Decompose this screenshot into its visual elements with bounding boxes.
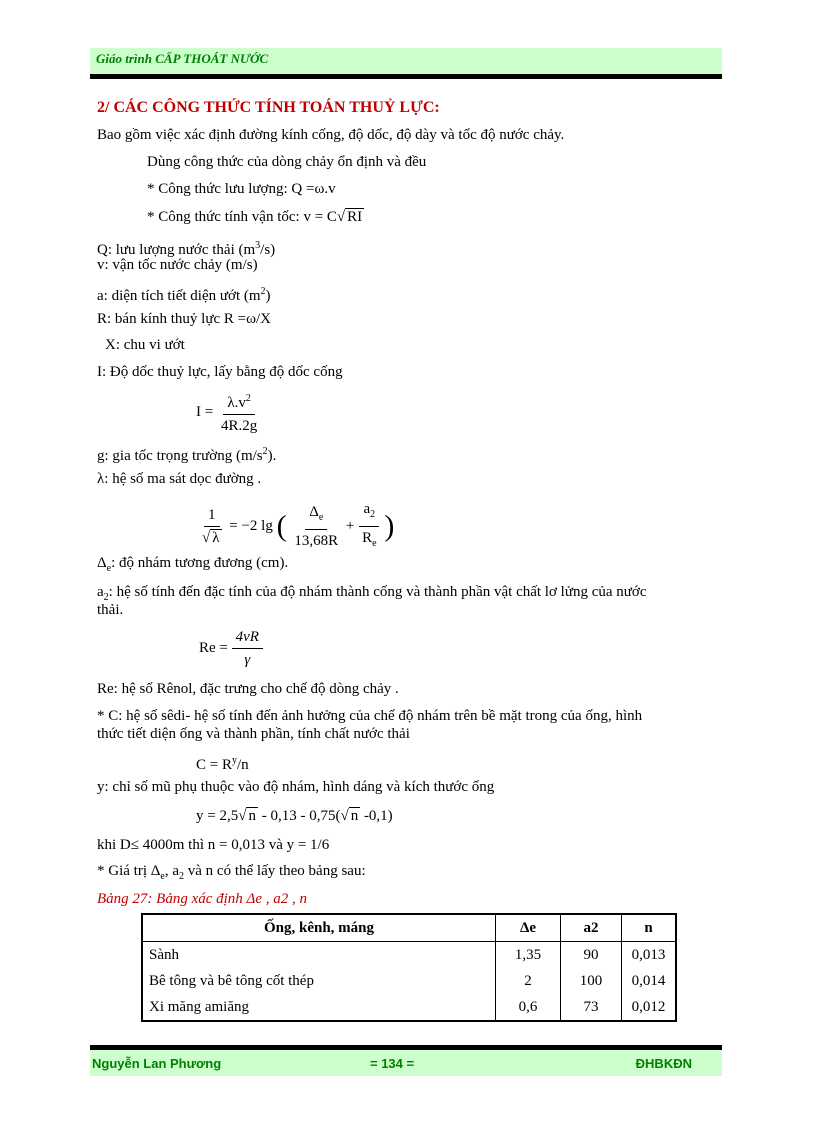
def-a2-end: : hệ số tính đến đặc tính của độ nhám thành cống và thành phần vật chất lơ lửng của nước <box>108 584 647 600</box>
def-Q-sup: 3 <box>255 240 261 251</box>
formula-I-num-sup: 2 <box>245 393 251 404</box>
def-X: X: chu vi ướt <box>105 337 185 353</box>
header-rule <box>90 74 722 79</box>
def-v: v: vận tốc nước chảy (m/s) <box>97 257 258 273</box>
def-delta-sub: e <box>106 563 112 574</box>
def-I: I: Độ dốc thuỷ lực, lấy bằng độ dốc cống <box>97 364 343 380</box>
def-a2-sym: a <box>97 584 104 600</box>
velocity-sqrt-arg: RI <box>347 209 363 225</box>
cell-pipe: Bê tông và bê tông cốt thép <box>142 968 496 994</box>
formula-lambda <box>198 500 394 553</box>
def-delta-end: : độ nhám tương đương (cm). <box>111 555 289 571</box>
def-Q-end: /s) <box>260 242 276 258</box>
page-header <box>90 48 722 74</box>
def-a-end: ) <box>265 288 271 304</box>
formula-lambda-den1: √ λ <box>202 530 220 546</box>
cell-n: 0,012 <box>622 994 677 1021</box>
sqrt-symbol: √ <box>238 808 247 824</box>
formula-I-num <box>223 390 255 415</box>
paren-close: ) <box>384 509 395 543</box>
cell-a2: 90 <box>561 942 622 969</box>
def-a-sup: 2 <box>260 286 266 297</box>
def-a2-sub: 2 <box>103 592 109 603</box>
formula-C-end: /n <box>236 757 249 773</box>
page-footer <box>90 1050 722 1076</box>
def-C: * C: hệ số sêdi- hệ số tính đến ảnh hưởng của chế độ nhám trên bề mặt trong của ống, hình <box>97 708 643 724</box>
velocity-formula-label: * Công thức tính vận tốc: v = C <box>147 209 337 225</box>
formula-y-a: y = 2,5 <box>196 808 239 824</box>
formula-y-sqrt2: n <box>350 808 359 824</box>
def-a2 <box>97 583 646 607</box>
formula-lambda-num2-text: Δ <box>309 504 319 520</box>
footer-page-number: = 134 = <box>370 1056 415 1071</box>
cell-pipe: Sành <box>142 942 496 969</box>
formula-I-den: 4R.2g <box>220 418 258 434</box>
formula-lambda-num2-sub: e <box>318 512 324 523</box>
formula-lambda-den3-text: R <box>362 530 373 546</box>
def-a <box>97 283 271 305</box>
paren-open: ( <box>276 509 287 543</box>
formula-C-sup: y <box>231 755 237 766</box>
def-g-end: ). <box>267 448 277 464</box>
condition-text: khi D≤ 4000m thì n = 0,013 và y = 1/6 <box>97 837 330 853</box>
formula-lambda-plus: + <box>345 517 355 534</box>
def-a-text: a: diện tích tiết diện ướt (m <box>97 288 261 304</box>
table-row <box>142 968 676 994</box>
col-header-a2: a2 <box>561 914 622 942</box>
steady-flow-text: Dùng công thức của dòng chảy ổn định và đều <box>147 154 427 170</box>
def-g <box>97 443 276 465</box>
def-delta-sym: Δ <box>97 555 107 571</box>
intro-text: Bao gồm việc xác định đường kính cống, độ dốc, độ dày và tốc độ nước chảy. <box>97 127 565 143</box>
formula-lambda-num2 <box>305 503 327 530</box>
def-R: R: bán kính thuỷ lực R =ω/X <box>97 311 271 327</box>
def-g-text: g: gia tốc trọng trường (m/s <box>97 448 263 464</box>
cell-delta: 0,6 <box>496 994 561 1021</box>
formula-y <box>196 807 393 825</box>
formula-lambda-num3 <box>359 500 379 527</box>
cell-delta: 1,35 <box>496 942 561 969</box>
def-delta <box>97 554 288 578</box>
formula-y-b: - 0,13 - 0,75( <box>257 808 341 824</box>
velocity-formula <box>147 208 364 226</box>
def-lambda: λ: hệ số ma sát dọc đường . <box>97 471 262 487</box>
def-a2-cont: thải. <box>97 602 124 618</box>
flow-formula: * Công thức lưu lượng: Q =ω.v <box>147 181 336 197</box>
formula-I-lhs: I = <box>196 403 214 420</box>
table-header-row <box>142 914 676 942</box>
footer-author: Nguyễn Lan Phương <box>92 1056 222 1071</box>
formula-Re-fraction <box>232 628 263 669</box>
cell-a2: 73 <box>561 994 622 1021</box>
values-note-sub1: e <box>160 871 165 882</box>
formula-Re <box>199 628 263 669</box>
cell-pipe: Xi măng amiăng <box>142 994 496 1021</box>
header-title: Giáo trình CẤP THOÁT NƯỚC <box>96 51 269 66</box>
formula-I-num-text: λ.v <box>227 395 246 411</box>
formula-y-c: -0,1) <box>360 808 393 824</box>
def-g-sup: 2 <box>262 446 268 457</box>
formula-lambda-den2: 13,68R <box>294 533 339 549</box>
formula-lambda-frac2 <box>290 503 342 550</box>
values-note-a: * Giá trị Δ <box>97 863 161 879</box>
formula-I <box>196 390 261 435</box>
col-header-pipe: Ống, kênh, máng <box>142 914 496 942</box>
formula-lambda-num3-sub: 2 <box>370 509 376 520</box>
cell-n: 0,013 <box>622 942 677 969</box>
values-note-sub2: 2 <box>179 871 185 882</box>
values-note-c: và n có thể lấy theo bảng sau: <box>184 863 366 879</box>
table-caption: Bảng 27: Bảng xác định Δe , a2 , n <box>97 891 308 907</box>
sqrt-symbol: √ <box>336 209 346 225</box>
cell-a2: 100 <box>561 968 622 994</box>
cell-n: 0,014 <box>622 968 677 994</box>
cell-delta: 2 <box>496 968 561 994</box>
formula-y-sqrt1: n <box>248 808 256 824</box>
formula-lambda-mid: = −2 lg <box>229 517 273 534</box>
col-header-n: n <box>622 914 677 942</box>
col-header-delta: Δe <box>496 914 561 942</box>
formula-lambda-den3-sub: e <box>372 538 377 549</box>
formula-lambda-num3-text: a <box>363 501 371 517</box>
values-note-b: , a <box>164 863 180 879</box>
def-y: y: chỉ số mũ phụ thuộc vào độ nhám, hình dáng và kích thước ống <box>97 779 495 795</box>
formula-I-fraction <box>217 390 261 435</box>
values-note <box>97 862 366 886</box>
def-C-cont: thức tiết diện ống và thành phần, tính chất nước thải <box>97 726 410 742</box>
formula-lambda-frac1 <box>198 506 226 547</box>
formula-lambda-den3 <box>358 527 380 553</box>
formula-C <box>196 752 249 774</box>
formula-lambda-num1: 1 <box>204 506 220 527</box>
formula-lambda-den1-arg: λ <box>212 530 220 546</box>
sqrt-symbol: √ <box>340 808 349 824</box>
formula-lambda-frac3 <box>358 500 380 553</box>
footer-org: ĐHBKĐN <box>635 1056 692 1071</box>
table-row <box>142 994 676 1021</box>
table-row <box>142 942 676 969</box>
formula-C-text: C = R <box>196 757 232 773</box>
def-Re: Re: hệ số Rênol, đặc trưng cho chế độ dòng chảy . <box>97 681 399 697</box>
coefficients-table <box>141 913 677 1022</box>
formula-Re-den: γ <box>244 652 251 668</box>
formula-Re-num: 4vR <box>232 628 263 649</box>
section-title: 2/ CÁC CÔNG THỨC TÍNH TOÁN THUỶ LỰC: <box>97 99 440 116</box>
formula-Re-lhs: Re = <box>199 639 228 656</box>
def-Q-text: Q: lưu lượng nước thải (m <box>97 242 256 258</box>
